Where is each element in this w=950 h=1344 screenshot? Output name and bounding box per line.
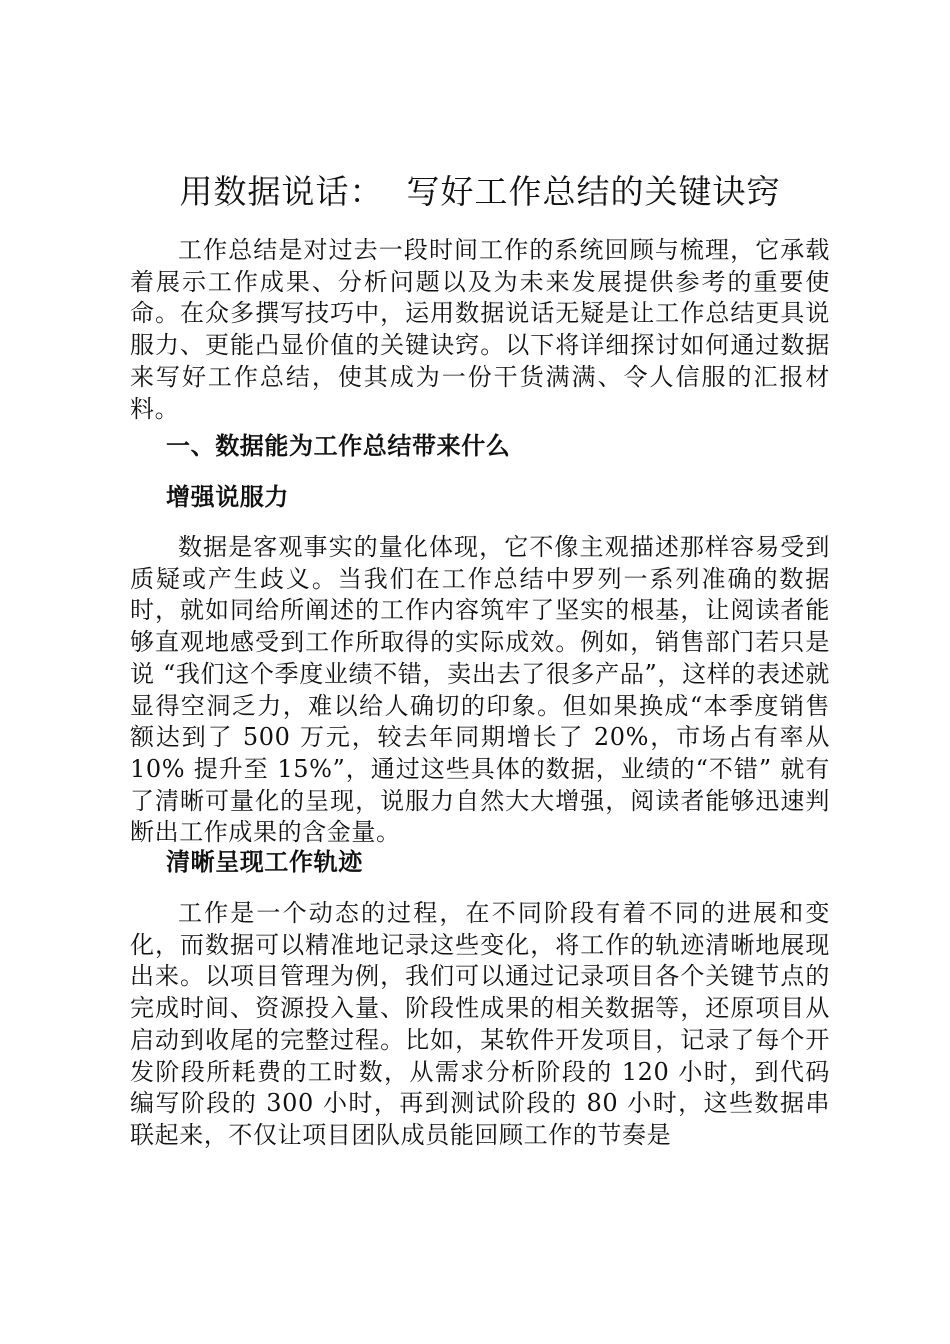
intro-paragraph: 工作总结是对过去一段时间工作的系统回顾与梳理，它承载着展示工作成果、分析问题以及为未来发展提供参考的重要使命。在众多撰写技巧中，运用数据说话无疑是让工作总结更具说服力、更能凸显价值的关键诀窍。以下将详细探讨如何通过数据来写好工作总结，使其成为一份干货满满、令人信服的汇报材料。 [130, 236, 830, 423]
section-heading-1: 一、数据能为工作总结带来什么 [166, 432, 511, 460]
persuasiveness-paragraph: 数据是客观事实的量化体现，它不像主观描述那样容易受到质疑或产生歧义。当我们在工作总结中罗列一系列准确的数据时，就如同给所阐述的工作内容筑牢了坚实的根基，让阅读者能够直观地感受到工作所取得的实际成效。例如，销售部门若只是说 “我们这个季度业绩不错，卖出去了很多产品”，这样的表述就显得空洞乏力，难以给人确切的印象。但如果换成“本季度销售额达到了 500 万元，较去年同期增长了 20%，市场占有率从 10% 提升至 15%”，通过这些具体的数据，业绩的“不错” 就有了清晰可量化的呈现，说服力自然大大增强，阅读者能够迅速判断出工作成果的含金量。 [130, 533, 830, 847]
work-trajectory-paragraph: 工作是一个动态的过程，在不同阶段有着不同的进展和变化，而数据可以精准地记录这些变化，将工作的轨迹清晰地展现出来。以项目管理为例，我们可以通过记录项目各个关键节点的完成时间、资源投入量、阶段性成果的相关数据等，还原项目从启动到收尾的完整过程。比如，某软件开发项目，记录了每个开发阶段所耗费的工时数，从需求分析阶段的 120 小时，到代码编写阶段的 300 小时，再到测试阶段的 80 小时，这些数据串联起来，不仅让项目团队成员能回顾工作的节奏是 [130, 899, 830, 1149]
subsection-heading-persuasiveness: 增强说服力 [166, 483, 289, 511]
document-title: 用数据说话： 写好工作总结的关键诀窍 [179, 172, 781, 211]
subsection-heading-work-trajectory: 清晰呈现工作轨迹 [166, 848, 363, 876]
